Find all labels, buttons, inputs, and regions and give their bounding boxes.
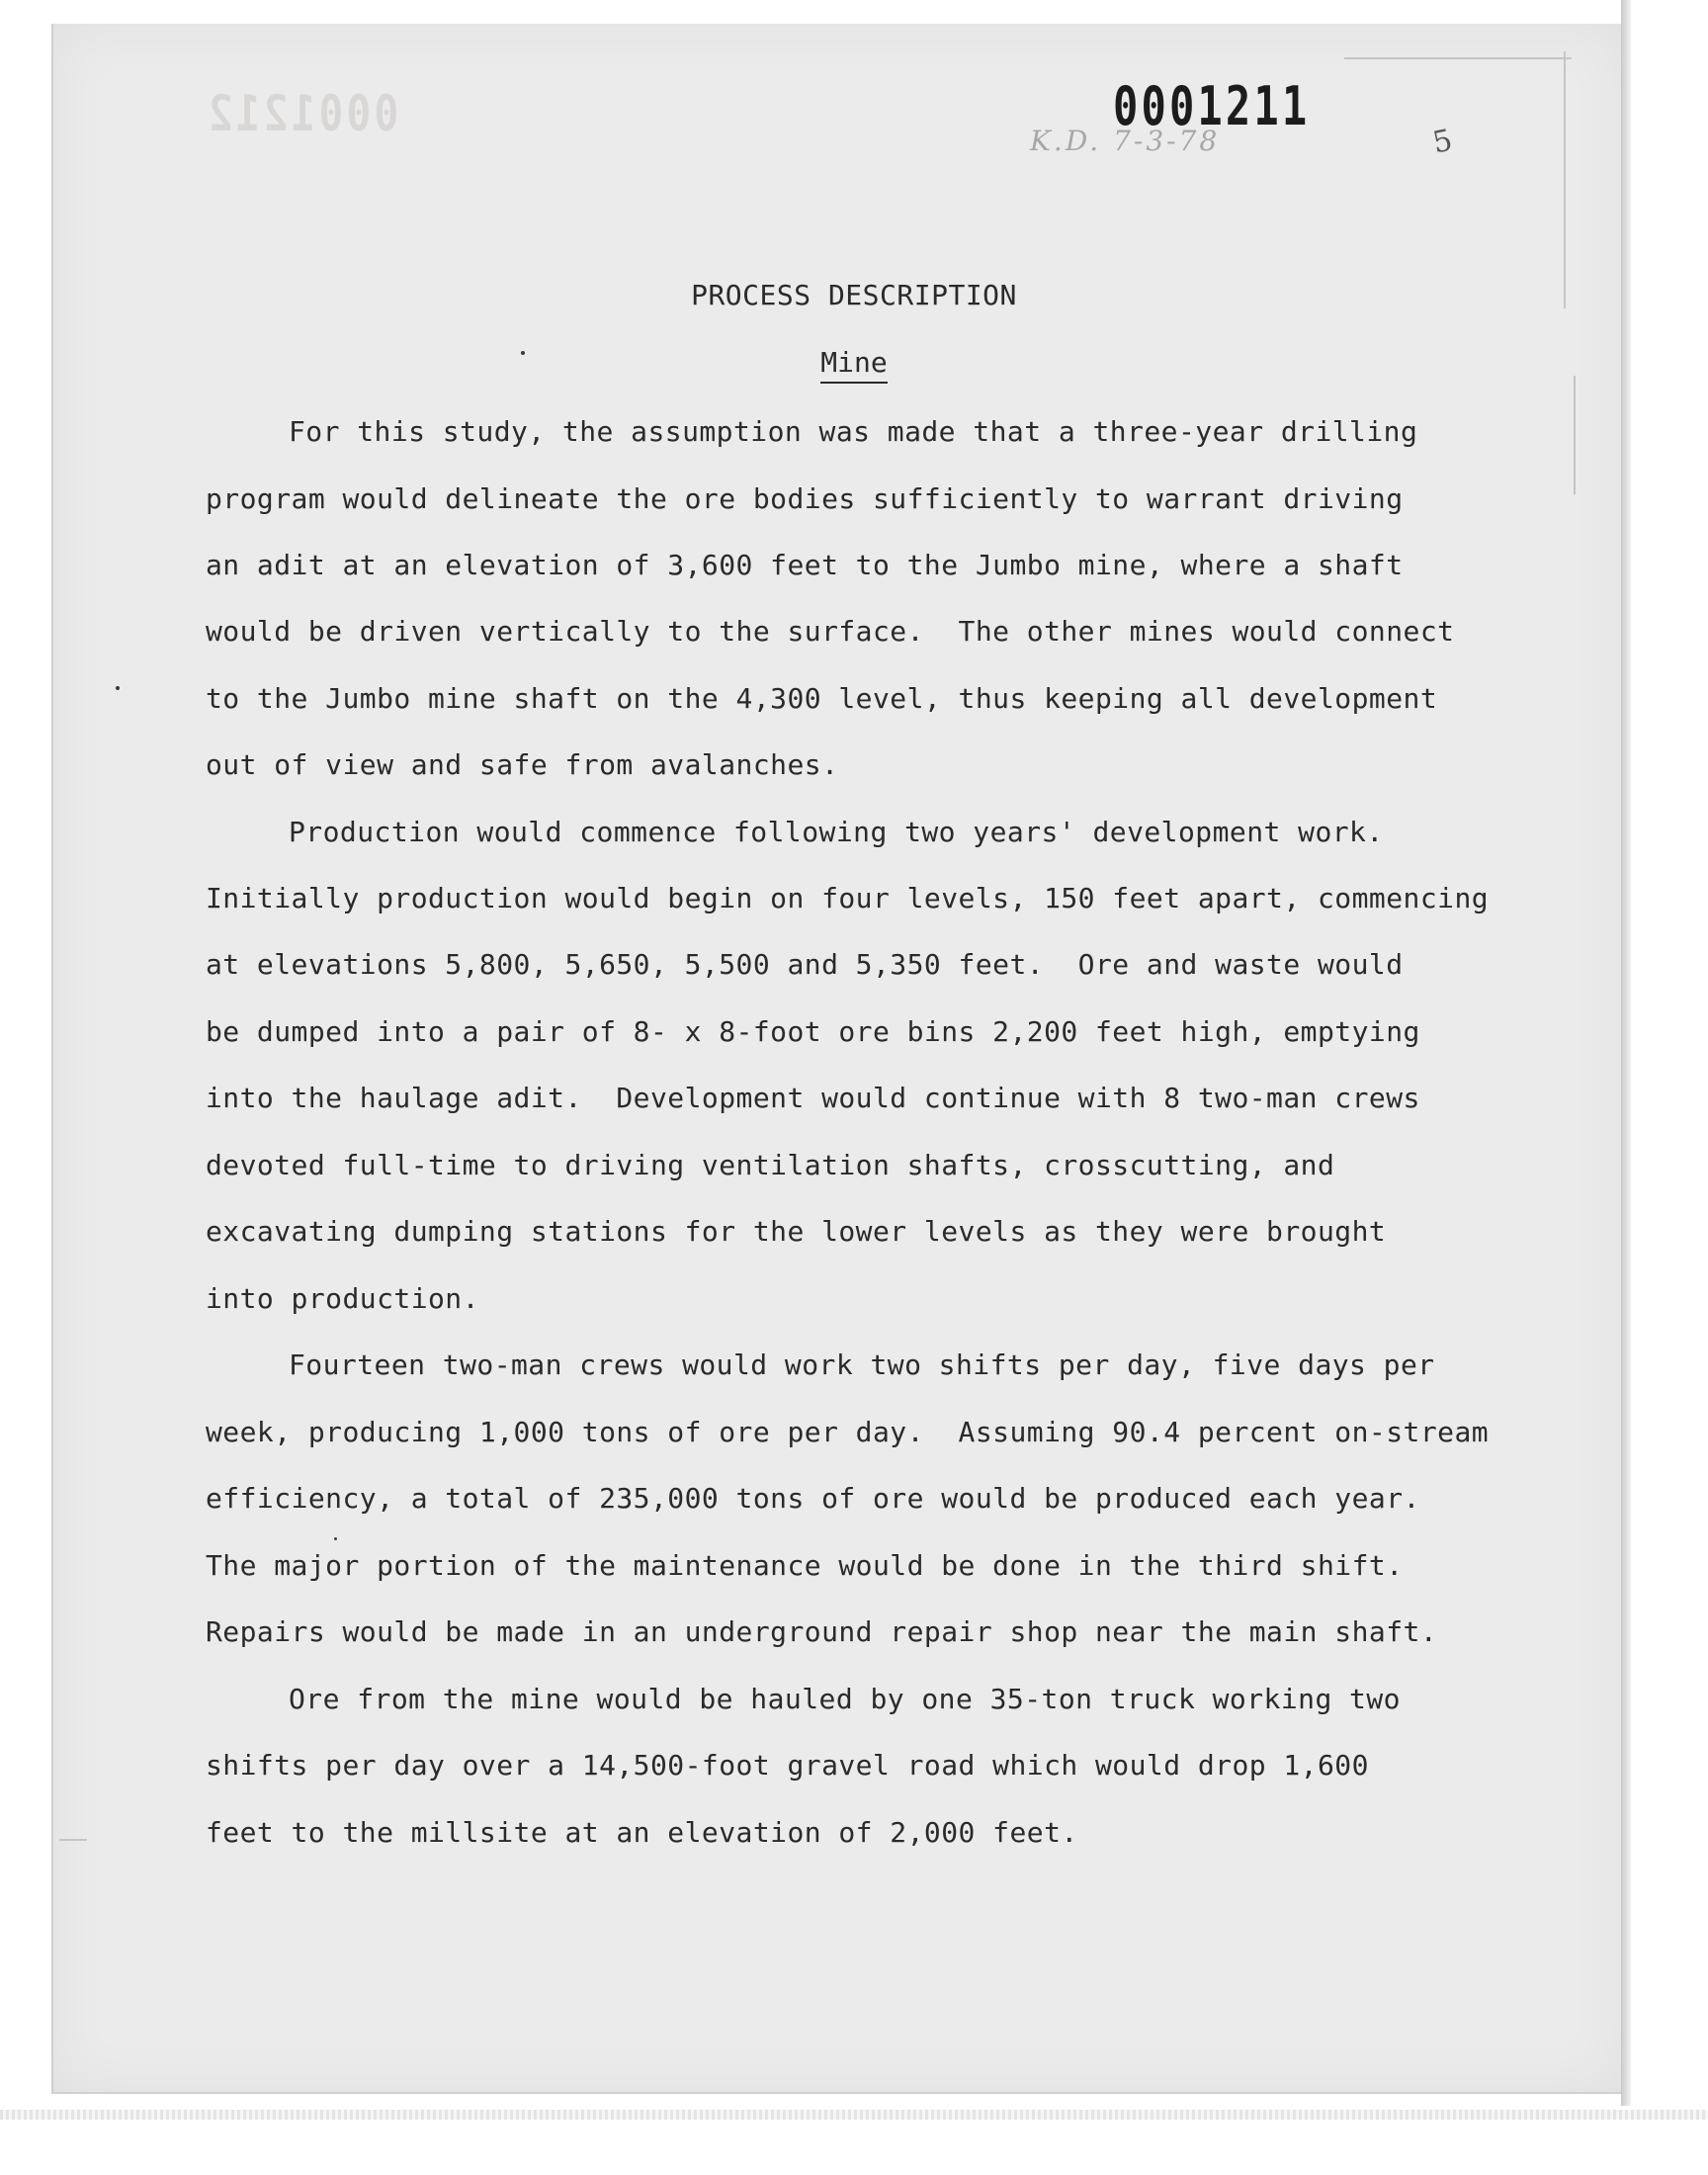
text-line: be dumped into a pair of 8- x 8-foot ore bins 2,200 feet high, emptying — [206, 1015, 1420, 1048]
section-heading-text: Mine — [820, 346, 887, 384]
text-line: Production would commence following two years' development work. — [289, 816, 1384, 848]
text-line: an adit at an elevation of 3,600 feet to the Jumbo mine, where a shaft — [206, 549, 1404, 581]
text-line: at elevations 5,800, 5,650, 5,500 and 5,350 feet. Ore and waste would — [206, 948, 1404, 981]
page-title: PROCESS DESCRIPTION — [691, 279, 1017, 311]
text-line: Initially production would begin on four levels, 150 feet apart, commencing — [206, 882, 1490, 914]
scanner-strip — [0, 2110, 1708, 2120]
text-line: excavating dumping stations for the lower levels as they were brought — [206, 1215, 1387, 1248]
text-line: would be driven vertically to the surface. The other mines would connect — [206, 615, 1455, 648]
text-line: For this study, the assumption was made that a three-year drilling — [289, 415, 1418, 448]
edge-mark — [1574, 376, 1576, 494]
bleed-through-number: 0001212 — [205, 85, 399, 142]
edge-mark — [59, 1839, 87, 1841]
text-line: into the haulage adit. Development would continue with 8 two-man crews — [206, 1082, 1420, 1114]
text-line: feet to the millsite at an elevation of 2,000 feet. — [206, 1816, 1078, 1849]
scan-speck — [334, 1537, 337, 1540]
handwritten-date: K.D. 7-3-78 — [1030, 125, 1221, 157]
text-line: shifts per day over a 14,500-foot gravel road which would drop 1,600 — [206, 1749, 1369, 1782]
paper-edge — [1621, 0, 1631, 2106]
text-line: program would delineate the ore bodies sufficiently to warrant driving — [206, 482, 1404, 515]
scan-speck — [521, 351, 525, 355]
text-line: Repairs would be made in an underground repair shop near the main shaft. — [206, 1615, 1438, 1648]
text-line: to the Jumbo mine shaft on the 4,300 level, thus keeping all development — [206, 682, 1438, 715]
text-line: Ore from the mine would be hauled by one 35-ton truck working two — [289, 1683, 1401, 1715]
text-line: Fourteen two-man crews would work two shifts per day, five days per — [289, 1348, 1435, 1381]
paper-sheet — [51, 24, 1623, 2094]
scan-speck — [116, 686, 120, 690]
text-line: out of view and safe from avalanches. — [206, 748, 839, 781]
document-number: 0001211 — [1113, 75, 1311, 137]
text-line: devoted full-time to driving ventilation shafts, crosscutting, and — [206, 1149, 1335, 1181]
page-mark: 5 — [1429, 123, 1456, 161]
edge-mark — [1564, 51, 1566, 308]
text-line: efficiency, a total of 235,000 tons of ore would be produced each year. — [206, 1482, 1420, 1515]
text-line: week, producing 1,000 tons of ore per day. Assuming 90.4 percent on-stream — [206, 1416, 1490, 1448]
section-heading — [0, 346, 1708, 379]
edge-mark — [1344, 57, 1572, 59]
text-line: into production. — [206, 1282, 479, 1315]
text-line: The major portion of the maintenance would be done in the third shift. — [206, 1549, 1404, 1582]
